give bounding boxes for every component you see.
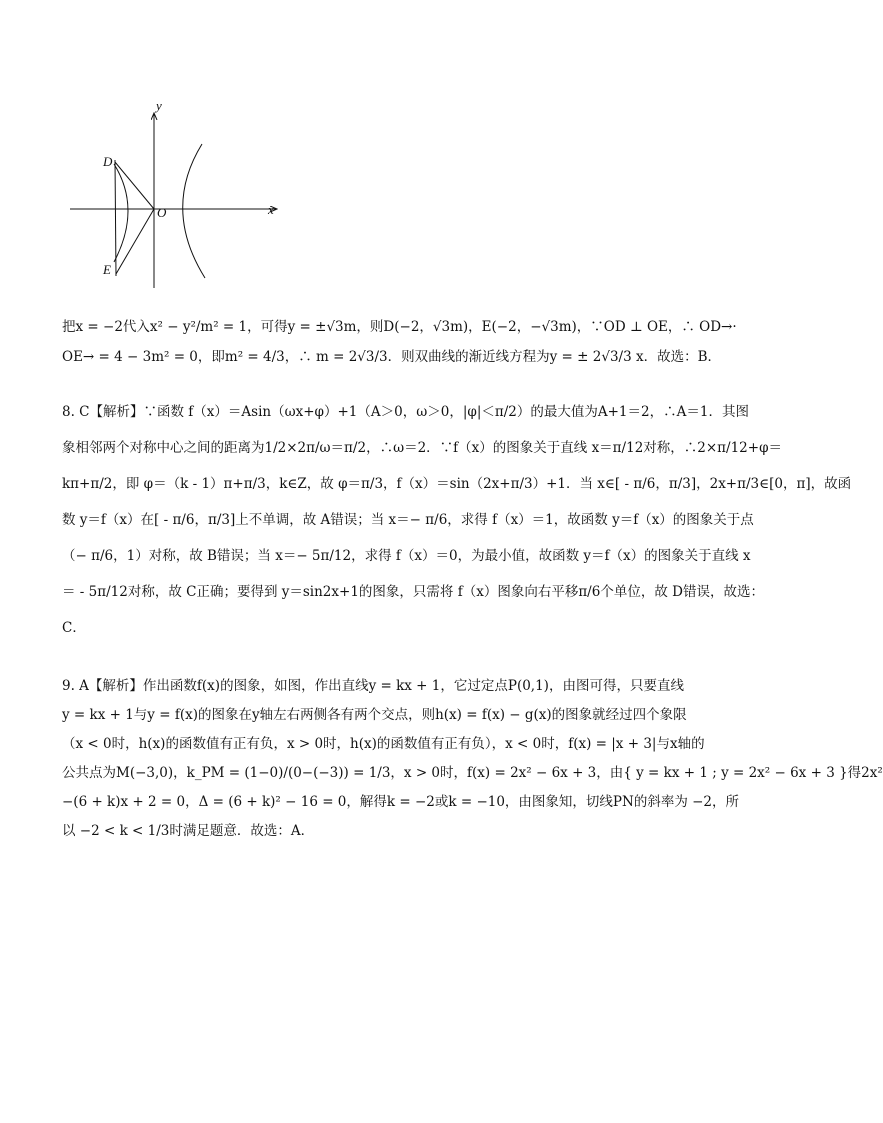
q9-line-4: 公共点为M(−3,0)，k_PM = (1−0)/(0−(−3)) = 1/3，x > 0时，f(x) = 2x² − 6x + 3，由{ y = kx + 1 ; y = 2x² − 6x + 3 }得2x² xyxy=(62,765,883,781)
q8-line-2: 象相邻两个对称中心之间的距离为1/2×2π/ω＝π/2，∴ω＝2．∵f（x）的图象关于直线 x＝π/12对称，∴2×π/12+φ＝ xyxy=(62,440,783,456)
hyperbola-diagram xyxy=(62,90,292,290)
hyperbola-figure xyxy=(62,90,292,290)
q8-line-7: C． xyxy=(62,620,86,636)
q9-line-5: −(6 + k)x + 2 = 0，Δ = (6 + k)² − 16 = 0，解得k = −2或k = −10，由图象知，切线PN的斜率为 −2，所 xyxy=(62,794,740,810)
solution-9 xyxy=(62,672,883,846)
q9-line-6: 以 −2 < k < 1/3时满足题意．故选：A． xyxy=(62,823,315,839)
q8-line-6: ＝ - 5π/12对称，故 C正确；要得到 y＝sin2x+1的图象，只需将 f（x）图象向右平移π/6个单位，故 D错误，故选： xyxy=(62,584,764,600)
point-e-label: E xyxy=(103,262,111,277)
q8-line-3: kπ+π/2，即 φ＝（k - 1）π+π/3，k∈Z，故 φ＝π/3，f（x）＝sin（2x+π/3）+1．当 x∈[ - π/6，π/3]，2x+π/3∈[0，π]，故函 xyxy=(62,476,852,492)
prev-line-1: 把x = −2代入x² − y²/m² = 1，可得y = ±√3m，则D(−2，√3m)，E(−2，−√3m)，∵OD ⊥ OE，∴ OD→· xyxy=(62,319,737,335)
q8-line-4: 数 y＝f（x）在[ - π/6，π/3]上不单调，故 A错误；当 x＝− π/6，求得 f（x）＝1，故函数 y＝f（x）的图象关于点 xyxy=(62,512,754,528)
point-d-label: D xyxy=(103,154,113,169)
q9-line-2: y = kx + 1与y = f(x)的图象在y轴左右两侧各有两个交点，则h(x) = f(x) − g(x)的图象就经过四个象限 xyxy=(62,707,687,723)
hyperbola-right-branch xyxy=(183,144,205,278)
x-axis-label: x xyxy=(268,202,274,217)
q8-line-1: 8. C【解析】∵函数 f（x）＝Asin（ωx+φ）+1（A＞0，ω＞0，|φ|＜π/2）的最大值为A+1＝2，∴A＝1．其图 xyxy=(62,404,749,420)
origin-label: O xyxy=(157,205,167,220)
segment-od xyxy=(115,162,154,209)
prev-line-2: OE→ = 4 − 3m² = 0，即m² = 4/3，∴ m = 2√3/3．则双曲线的渐近线方程为y = ± 2√3/3 x．故选：B． xyxy=(62,349,722,365)
q9-line-1: 9. A【解析】作出函数f(x)的图象，如图，作出直线y = kx + 1，它过定点P(0,1)，由图可得，只要直线 xyxy=(62,678,684,694)
y-axis-label: y xyxy=(156,98,162,113)
segment-oe xyxy=(116,209,154,274)
q8-line-5: （− π/6，1）对称，故 B错误；当 x＝− 5π/12，求得 f（x）＝0，为最小值，故函数 y＝f（x）的图象关于直线 x xyxy=(62,548,751,564)
solution-8 xyxy=(62,394,852,646)
q9-line-3: （x < 0时，h(x)的函数值有正有负，x > 0时，h(x)的函数值有正有负），x < 0时，f(x) = |x + 3|与x轴的 xyxy=(62,736,705,752)
prev-solution xyxy=(62,312,737,372)
line-de xyxy=(115,160,116,276)
